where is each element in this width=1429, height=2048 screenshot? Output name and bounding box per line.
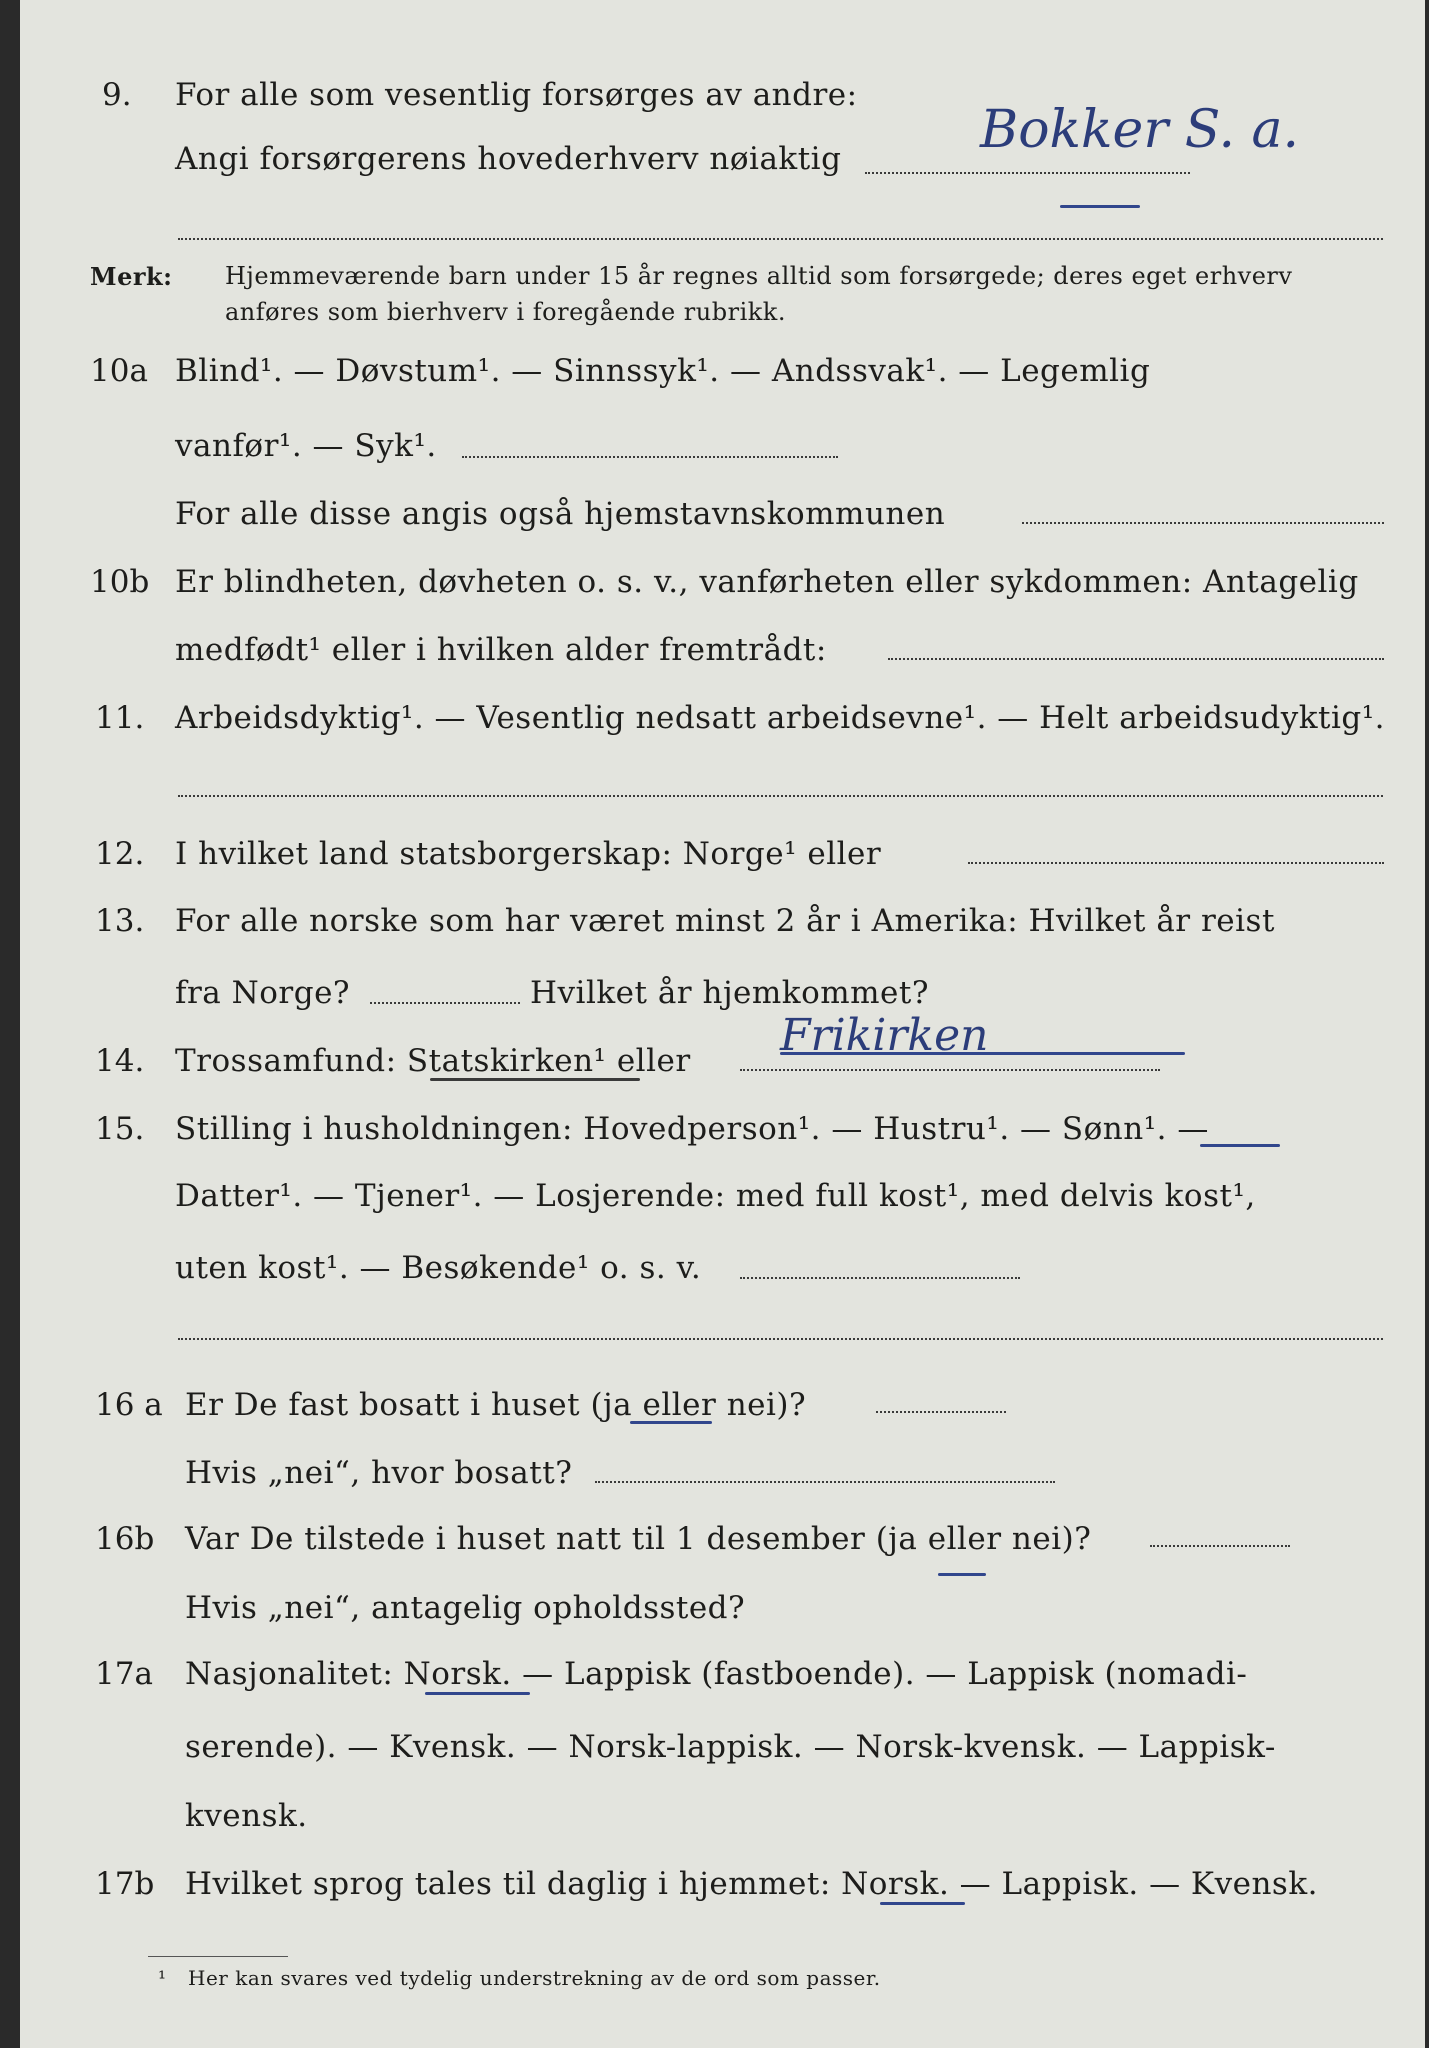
q9-handwritten-answer: Bokker S. a. (980, 100, 1300, 160)
footnote-text: Her kan svares ved tydelig understrekning av de ord som passer. (188, 1966, 881, 1990)
merk-line1: Hjemmeværende barn under 15 år regnes alltid som forsørgede; deres eget erhverv (225, 262, 1293, 290)
q10a-line2: vanfør¹. — Syk¹. (175, 428, 437, 464)
q10b-answer-line (888, 658, 1384, 660)
q12-line1: I hvilket land statsborgerskap: Norge¹ eller (175, 836, 882, 872)
q17b-number: 17b (95, 1866, 155, 1902)
q9-continuation-line (178, 238, 1383, 240)
q10a-line3: For alle disse angis også hjemstavnskommunen (175, 496, 946, 532)
q9-dash-mark (1060, 205, 1140, 208)
footnote-rule (148, 1956, 288, 1957)
q17a-line1: Nasjonalitet: Norsk. — Lappisk (fastboende). — Lappisk (nomadi- (185, 1656, 1248, 1692)
q17b-line1: Hvilket sprog tales til daglig i hjemmet: Norsk. — Lappisk. — Kvensk. (185, 1866, 1318, 1902)
q16b-ja-underline (938, 1573, 986, 1576)
q14-answer-line (740, 1069, 1160, 1071)
q16b-answer-line (1150, 1545, 1290, 1547)
q11-answer-line (178, 795, 1383, 797)
q13-line2b: Hvilket år hjemkommet? (530, 975, 929, 1011)
q17a-norsk-underline (425, 1692, 530, 1695)
q15-line1: Stilling i husholdningen: Hovedperson¹. — Hustru¹. — Sønn¹. — (175, 1111, 1209, 1147)
q9-answer-line (865, 172, 1190, 174)
q14-handwritten-answer: Frikirken (780, 1010, 989, 1061)
q14-line1: Trossamfund: Statskirken¹ eller (175, 1043, 691, 1079)
q17a-number: 17a (95, 1656, 153, 1692)
q10a-sick-line (462, 456, 838, 458)
q9-number: 9. (102, 77, 132, 113)
footnote-mark: ¹ (158, 1966, 167, 1990)
q15-continuation-line (178, 1338, 1383, 1340)
q10a-municipality-line (1022, 522, 1384, 524)
census-form-page (20, 0, 1425, 2048)
q15-line3: uten kost¹. — Besøkende¹ o. s. v. (175, 1250, 702, 1286)
q13-number: 13. (95, 903, 145, 939)
q12-answer-line (968, 862, 1384, 864)
q11-line1: Arbeidsdyktig¹. — Vesentlig nedsatt arbeidsevne¹. — Helt arbeidsudyktig¹. (175, 700, 1386, 736)
q15-line2: Datter¹. — Tjener¹. — Losjerende: med full kost¹, med delvis kost¹, (175, 1178, 1256, 1214)
q16a-line1: Er De fast bosatt i huset (ja eller nei)? (185, 1387, 807, 1423)
q13-year-left-line (370, 1002, 520, 1004)
q17b-norsk-underline (880, 1902, 965, 1905)
q14-statskirken-underline (430, 1078, 640, 1081)
q13-line1: For alle norske som har været minst 2 år i Amerika: Hvilket år reist (175, 903, 1275, 939)
q9-line2: Angi forsørgerens hovederhverv nøiaktig (175, 141, 842, 177)
q16a-answer-line (876, 1411, 1006, 1413)
q10b-number: 10b (90, 564, 150, 600)
q10b-line1: Er blindheten, døvheten o. s. v., vanførheten eller sykdommen: Antagelig (175, 564, 1359, 600)
q15-sonn-underline (1200, 1144, 1280, 1147)
q10a-line1: Blind¹. — Døvstum¹. — Sinnssyk¹. — Andssvak¹. — Legemlig (175, 353, 1151, 389)
q16b-line2: Hvis „nei“, antagelig opholdssted? (185, 1590, 746, 1626)
q17a-line2: serende). — Kvensk. — Norsk-lappisk. — Norsk-kvensk. — Lappisk- (185, 1729, 1276, 1765)
q16a-number: 16 a (95, 1387, 163, 1423)
q14-number: 14. (95, 1043, 145, 1079)
q16b-number: 16b (95, 1521, 155, 1557)
q10a-number: 10a (90, 353, 148, 389)
merk-label: Merk: (90, 262, 173, 291)
q15-number: 15. (95, 1111, 145, 1147)
q13-line2a: fra Norge? (175, 975, 351, 1011)
q9-line1: For alle som vesentlig forsørges av andre: (175, 77, 858, 113)
q16a-ja-underline (630, 1421, 712, 1424)
q10b-line2: medfødt¹ eller i hvilken alder fremtrådt: (175, 632, 827, 668)
q15-answer-line (740, 1277, 1020, 1279)
q14-handwritten-strike (780, 1052, 1185, 1055)
q16a-residence-line (595, 1481, 1055, 1483)
merk-line2: anføres som bierhverv i foregående rubrikk. (225, 298, 786, 326)
q12-number: 12. (95, 836, 145, 872)
q17a-line3: kvensk. (185, 1798, 308, 1834)
q11-number: 11. (95, 700, 145, 736)
q16b-line1: Var De tilstede i huset natt til 1 desember (ja eller nei)? (185, 1521, 1092, 1557)
q16a-line2: Hvis „nei“, hvor bosatt? (185, 1455, 573, 1491)
